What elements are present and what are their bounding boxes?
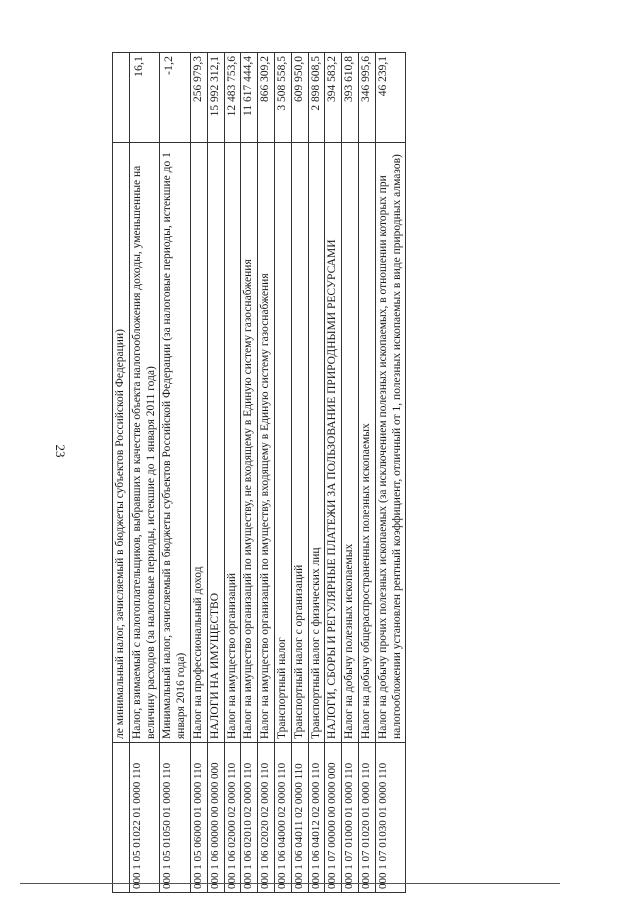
table-row <box>342 53 359 893</box>
revenue-name: Налог на имущество организаций по имуществу, не входящему в Единую систему газоснабжения <box>241 143 258 743</box>
page-number: 23 <box>53 444 68 458</box>
budget-code: 000 1 05 06000 01 0000 110 <box>190 743 207 893</box>
revenue-name: Налог на профессиональный доход <box>190 143 207 743</box>
table-row <box>258 53 275 893</box>
budget-code: 000 1 06 04000 02 0000 110 <box>274 743 291 893</box>
table-row <box>375 53 406 893</box>
revenue-name: Налог на добычу полезных ископаемых <box>342 143 359 743</box>
revenue-name: Налог на добычу прочих полезных ископаемых (за исключением полезных ископаемых, в отношении которых при налогообложении установлен рентный коэффициент, отличный от 1, полезных ископаемых в виде природных алмазов) <box>375 143 406 743</box>
table-row <box>241 53 258 893</box>
rotated-table-container <box>112 53 560 893</box>
revenue-name: Налог на имущество организаций <box>224 143 241 743</box>
amount: 12 483 753,6 <box>224 53 241 143</box>
budget-code: 000 1 05 01050 01 0000 110 <box>160 743 191 893</box>
table-row <box>224 53 241 893</box>
revenue-name: Налог на имущество организаций по имуществу, входящему в Единую систему газоснабжения <box>258 143 275 743</box>
budget-code: 000 1 07 01020 01 0000 110 <box>358 743 375 893</box>
table-row <box>291 53 308 893</box>
table-row <box>190 53 207 893</box>
amount: 15 992 312,1 <box>207 53 224 143</box>
revenue-name: НАЛОГИ, СБОРЫ И РЕГУЛЯРНЫЕ ПЛАТЕЖИ ЗА ПОЛЬЗОВАНИЕ ПРИРОДНЫМИ РЕСУРСАМИ <box>325 143 342 743</box>
table-row <box>358 53 375 893</box>
revenue-name: Транспортный налог с физических лиц <box>308 143 325 743</box>
budget-code: 000 1 07 01030 01 0000 110 <box>375 743 406 893</box>
revenue-name: Транспортный налог <box>274 143 291 743</box>
budget-code: 000 1 07 01000 01 0000 110 <box>342 743 359 893</box>
page-bottom-rule <box>20 883 560 884</box>
table-row <box>207 53 224 893</box>
amount: -1,2 <box>160 53 191 143</box>
amount: 16,1 <box>129 53 160 143</box>
budget-code: 000 1 06 00000 00 0000 000 <box>207 743 224 893</box>
amount: 3 508 558,5 <box>274 53 291 143</box>
amount: 2 898 608,5 <box>308 53 325 143</box>
amount: 11 617 444,4 <box>241 53 258 143</box>
revenue-name: Налог, взимаемый с налогоплательщиков, выбравших в качестве объекта налогообложения доходы, уменьшенные на величину расходов (за налоговые периоды, истекшие до 1 января 2011 года) <box>129 143 160 743</box>
table-row <box>160 53 191 893</box>
amount: 256 979,3 <box>190 53 207 143</box>
table-row <box>129 53 160 893</box>
budget-revenue-table <box>112 52 406 893</box>
table-row <box>325 53 342 893</box>
budget-code: 000 1 06 02000 02 0000 110 <box>224 743 241 893</box>
amount: 866 309,2 <box>258 53 275 143</box>
amount <box>113 53 130 143</box>
amount: 346 995,6 <box>358 53 375 143</box>
revenue-name: ле минимальный налог, зачисляемый в бюджеты субъектов Российской Федерации) <box>113 143 130 743</box>
revenue-name: Транспортный налог с организаций <box>291 143 308 743</box>
amount: 393 610,8 <box>342 53 359 143</box>
budget-code: 000 1 06 04011 02 0000 110 <box>291 743 308 893</box>
budget-code <box>113 743 130 893</box>
amount: 46 239,1 <box>375 53 406 143</box>
table-row <box>113 53 130 893</box>
budget-code: 000 1 07 00000 00 0000 000 <box>325 743 342 893</box>
revenue-name: НАЛОГИ НА ИМУЩЕСТВО <box>207 143 224 743</box>
budget-code: 000 1 06 04012 02 0000 110 <box>308 743 325 893</box>
amount: 609 950,0 <box>291 53 308 143</box>
budget-code: 000 1 05 01022 01 0000 110 <box>129 743 160 893</box>
budget-code: 000 1 06 02010 02 0000 110 <box>241 743 258 893</box>
table-row <box>274 53 291 893</box>
table-row <box>308 53 325 893</box>
budget-code: 000 1 06 02020 02 0000 110 <box>258 743 275 893</box>
amount: 394 583,2 <box>325 53 342 143</box>
revenue-name: Налог на добычу общераспространенных полезных ископаемых <box>358 143 375 743</box>
revenue-name: Минимальный налог, зачисляемый в бюджеты субъектов Российской Федерации (за налоговые периоды, истекшие до 1 января 2016 года) <box>160 143 191 743</box>
